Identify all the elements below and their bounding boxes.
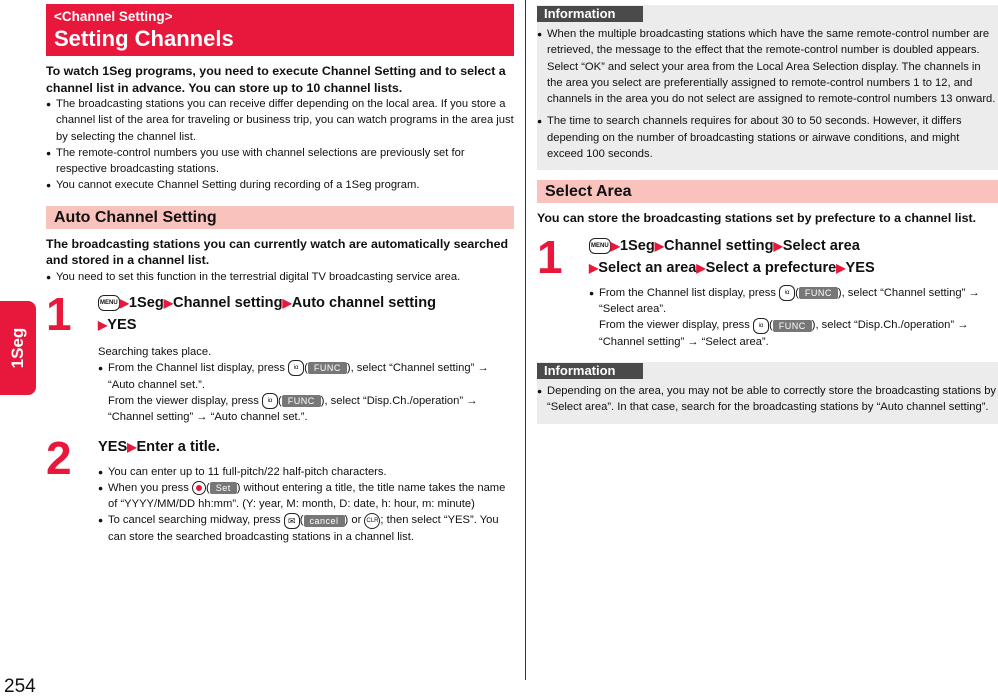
path-item: Enter a title. bbox=[136, 438, 220, 455]
bullet-item: ● Depending on the area, you may not be able to correctly store the broadcasting stations by “Select area”. In that case, search for the broadcasting stations by “Auto channel setting”. bbox=[537, 383, 998, 416]
step-number: 2 bbox=[46, 431, 72, 484]
path-item: Select an area bbox=[598, 259, 697, 276]
bullet-item: ● When the multiple broadcasting stations which have the same remote-control number are retrieved, the message to the effect that the remote-control number is doubled appears. Select “OK” and select your area from the Local Area Selection display. The channels in the area you select are preferentially assigned to remote-control numbers 1 to 12, and channels in the area you do not select are assigned to remote-control numbers 13 onward. bbox=[537, 26, 998, 107]
page-number: 254 bbox=[4, 676, 36, 697]
text: ), select “Disp.Ch./operation” → “Channel setting” → “Select area”. bbox=[599, 319, 969, 348]
text: ), select “Channel setting” → “Select area”. bbox=[599, 286, 980, 316]
func-softkey: FUNC bbox=[308, 362, 347, 374]
text: ) or bbox=[344, 514, 362, 527]
func-softkey: FUNC bbox=[282, 395, 321, 407]
i-key-icon: iα bbox=[262, 393, 278, 409]
auto-intro: The broadcasting stations you can currently watch are automatically searched and stored in a channel list. bbox=[46, 236, 509, 268]
mail-key-icon: ✉ bbox=[284, 513, 300, 529]
clr-key-icon: CLR bbox=[364, 513, 380, 529]
path-item: Select a prefecture bbox=[705, 259, 837, 276]
bullet-item: ● From the Channel list display, press iα ( FUNC ), select “Channel setting” → “Auto channel set.”. From the viewer display, press iα ( FUNC ), select “Disp.Ch./operation” → “Channel setting” → “Auto channel set.”. bbox=[98, 360, 514, 425]
step-path bbox=[98, 436, 514, 458]
side-tab-label: 1Seg bbox=[8, 327, 27, 369]
select-area-intro: You can store the broadcasting stations set by prefecture to a channel list. bbox=[537, 211, 977, 226]
information-tag: Information bbox=[537, 6, 643, 22]
arrow-icon: ▶ bbox=[589, 260, 599, 275]
arrow-icon: ▶ bbox=[119, 296, 129, 311]
path-item: YES bbox=[107, 317, 137, 334]
step-1 bbox=[46, 288, 514, 425]
intro-text: To watch 1Seg programs, you need to execute Channel Setting and to select a channel list in advance. You can store up to 10 channel lists. bbox=[46, 64, 506, 95]
arrow-icon: ▶ bbox=[610, 238, 620, 253]
set-softkey: Set bbox=[210, 482, 237, 494]
text: When you press bbox=[108, 481, 189, 494]
information-box bbox=[537, 362, 998, 424]
select-area-heading: Select Area bbox=[537, 180, 998, 203]
bullet-item: ● The time to search channels requires for about 30 to 50 seconds. However, it differs depending on the number of broadcasting stations or airwave conditions, and might exceed 100 seconds. bbox=[537, 113, 998, 162]
text: ) without entering a title, the title name takes the name of “YYYY/MM/DD hh:mm”. (Y: year, M: month, D: date, h: hour, m: minute) bbox=[108, 481, 506, 511]
i-key-icon: iα bbox=[753, 318, 769, 334]
arrow-icon: ▶ bbox=[836, 260, 846, 275]
section-header bbox=[46, 4, 514, 56]
func-softkey: FUNC bbox=[799, 287, 838, 299]
text: To cancel searching midway, press bbox=[108, 514, 281, 527]
cancel-softkey: cancel bbox=[304, 515, 345, 527]
bullet-item: ● The remote-control numbers you use with channel selections are previously set for respective broadcasting stations. bbox=[46, 145, 514, 178]
right-column bbox=[537, 0, 998, 424]
information-box bbox=[537, 5, 998, 170]
step-path bbox=[98, 292, 514, 336]
step-number: 1 bbox=[537, 230, 563, 283]
left-column bbox=[46, 0, 514, 545]
text: ), select “Disp.Ch./operation” → “Channel setting” → “Auto channel set.”. bbox=[108, 394, 478, 424]
center-key-icon bbox=[192, 481, 206, 495]
text: From the viewer display, press bbox=[108, 394, 259, 407]
bullet-item: ● You cannot execute Channel Setting during recording of a 1Seg program. bbox=[46, 177, 514, 193]
bullet-item: ● The broadcasting stations you can receive differ depending on the local area. If you store a channel list of the area for traveling or business trip, you can watch programs in the area just by selecting the channel list. bbox=[46, 96, 514, 145]
step-path bbox=[589, 235, 998, 279]
arrow-icon: ▶ bbox=[98, 318, 108, 333]
side-chapter-tab bbox=[0, 301, 36, 395]
path-item: 1Seg bbox=[619, 237, 655, 254]
text: From the Channel list display, press bbox=[108, 362, 285, 375]
auto-channel-heading: Auto Channel Setting bbox=[46, 206, 514, 229]
arrow-icon: ▶ bbox=[696, 260, 706, 275]
path-item: YES bbox=[845, 259, 875, 276]
path-item: Channel setting bbox=[173, 295, 283, 312]
text: ), select “Channel setting” → “Auto channel set.”. bbox=[108, 362, 489, 391]
path-item: Channel setting bbox=[664, 237, 774, 254]
arrow-icon: ▶ bbox=[654, 238, 665, 253]
menu-key-icon: MENU bbox=[589, 238, 611, 254]
menu-key-icon: MENU bbox=[98, 295, 120, 311]
path-item: YES bbox=[98, 438, 128, 455]
path-item: Auto channel setting bbox=[291, 295, 437, 312]
bullet-item: ● To cancel searching midway, press ✉ ( cancel ) or CLR ; then select “YES”. You can store the searched broadcasting stations in a channel list. bbox=[98, 512, 514, 545]
step-number: 1 bbox=[46, 288, 72, 341]
path-item: Select area bbox=[782, 237, 860, 254]
information-tag: Information bbox=[537, 363, 643, 379]
path-item: 1Seg bbox=[128, 295, 164, 312]
i-key-icon: iα bbox=[288, 360, 304, 376]
i-key-icon: iα bbox=[779, 285, 795, 301]
arrow-icon: ▶ bbox=[127, 439, 137, 454]
text: From the viewer display, press bbox=[599, 319, 750, 332]
text: From the Channel list display, press bbox=[599, 286, 776, 299]
step-1 bbox=[537, 230, 998, 350]
bullet-item: ● You need to set this function in the terrestrial digital TV broadcasting service area. bbox=[46, 269, 514, 285]
arrow-icon: ▶ bbox=[163, 296, 174, 311]
step-note: Searching takes place. bbox=[98, 346, 212, 359]
column-divider bbox=[525, 0, 526, 680]
text: ; then select “YES”. You can store the searched broadcasting stations in a channel list. bbox=[108, 514, 499, 543]
bullet-item: ● You can enter up to 11 full-pitch/22 half-pitch characters. bbox=[98, 464, 514, 480]
func-softkey: FUNC bbox=[773, 320, 812, 332]
bullet-item: ● From the Channel list display, press iα ( FUNC ), select “Channel setting” → “Select area”. From the viewer display, press iα ( FUNC ), select “Disp.Ch./operation” → “Channel setting” → “Select area”. bbox=[589, 285, 998, 350]
section-title: Setting Channels bbox=[54, 26, 234, 51]
section-subtitle: <Channel Setting> bbox=[54, 9, 173, 24]
arrow-icon: ▶ bbox=[773, 238, 783, 253]
step-2 bbox=[46, 431, 514, 545]
bullet-item: ● When you press ( Set ) without entering a title, the title name takes the name of “YYYY/MM/DD hh:mm”. (Y: year, M: month, D: date, h: hour, m: minute) bbox=[98, 480, 514, 513]
arrow-icon: ▶ bbox=[282, 296, 292, 311]
